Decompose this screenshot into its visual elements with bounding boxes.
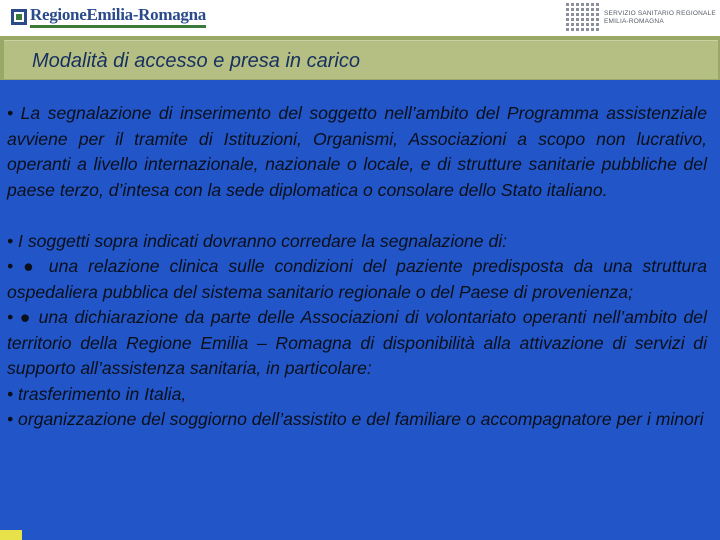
regione-logo-text: RegioneEmilia-Romagna	[30, 6, 206, 28]
paragraph-dichiarazione: • ● una dichiarazione da parte delle Associazioni di volontariato operanti nell’ambito del territorio della Regione Emilia – Romagna di disponibilità alla attivazione di servizi di supporto all’assistenza sanitaria, in particolare:	[7, 307, 707, 378]
title-box	[4, 40, 718, 79]
paragraph-segnalazione: • La segnalazione di inserimento del soggetto nell’ambito del Programma assistenziale avviene per il tramite di Istituzioni, Organismi, Associazioni a scopo non lucrativo, operanti a livello internazionale, nazionale o locale, e di strutture sanitarie pubbliche del paese terzo, d’intesa con la sede diplomatica o consolare dello Stato italiano.	[7, 103, 707, 200]
slide-title: Modalità di accesso e presa in carico	[32, 50, 360, 72]
ssr-grid-icon	[566, 3, 600, 33]
ssr-logo	[566, 2, 716, 34]
ssr-logo-line1: SERVIZIO SANITARIO REGIONALE	[604, 10, 716, 17]
ssr-logo-line2: EMILIA-ROMAGNA	[604, 18, 664, 25]
paragraph-relazione-clinica: • ● una relazione clinica sulle condizioni del paziente predisposta da una struttura ospedaliera pubblica del sistema sanitario regionale o del Paese di provenienza;	[7, 256, 707, 302]
regione-emblem-icon	[10, 7, 28, 27]
paragraph-organizzazione: • organizzazione del soggiorno dell’assistito e del familiare o accompagnatore per i minori	[7, 409, 704, 429]
content-panel	[0, 80, 720, 540]
paragraph-gap	[7, 203, 707, 229]
regione-logo	[10, 5, 206, 29]
corner-accent	[0, 530, 22, 540]
ssr-logo-text	[604, 10, 716, 26]
paragraph-trasferimento: • trasferimento in Italia,	[7, 383, 187, 404]
title-bar	[0, 36, 720, 80]
paragraph-soggetti: • I soggetti sopra indicati dovranno corredare la segnalazione di:	[7, 230, 508, 251]
body-text	[7, 101, 707, 433]
header	[0, 0, 720, 36]
